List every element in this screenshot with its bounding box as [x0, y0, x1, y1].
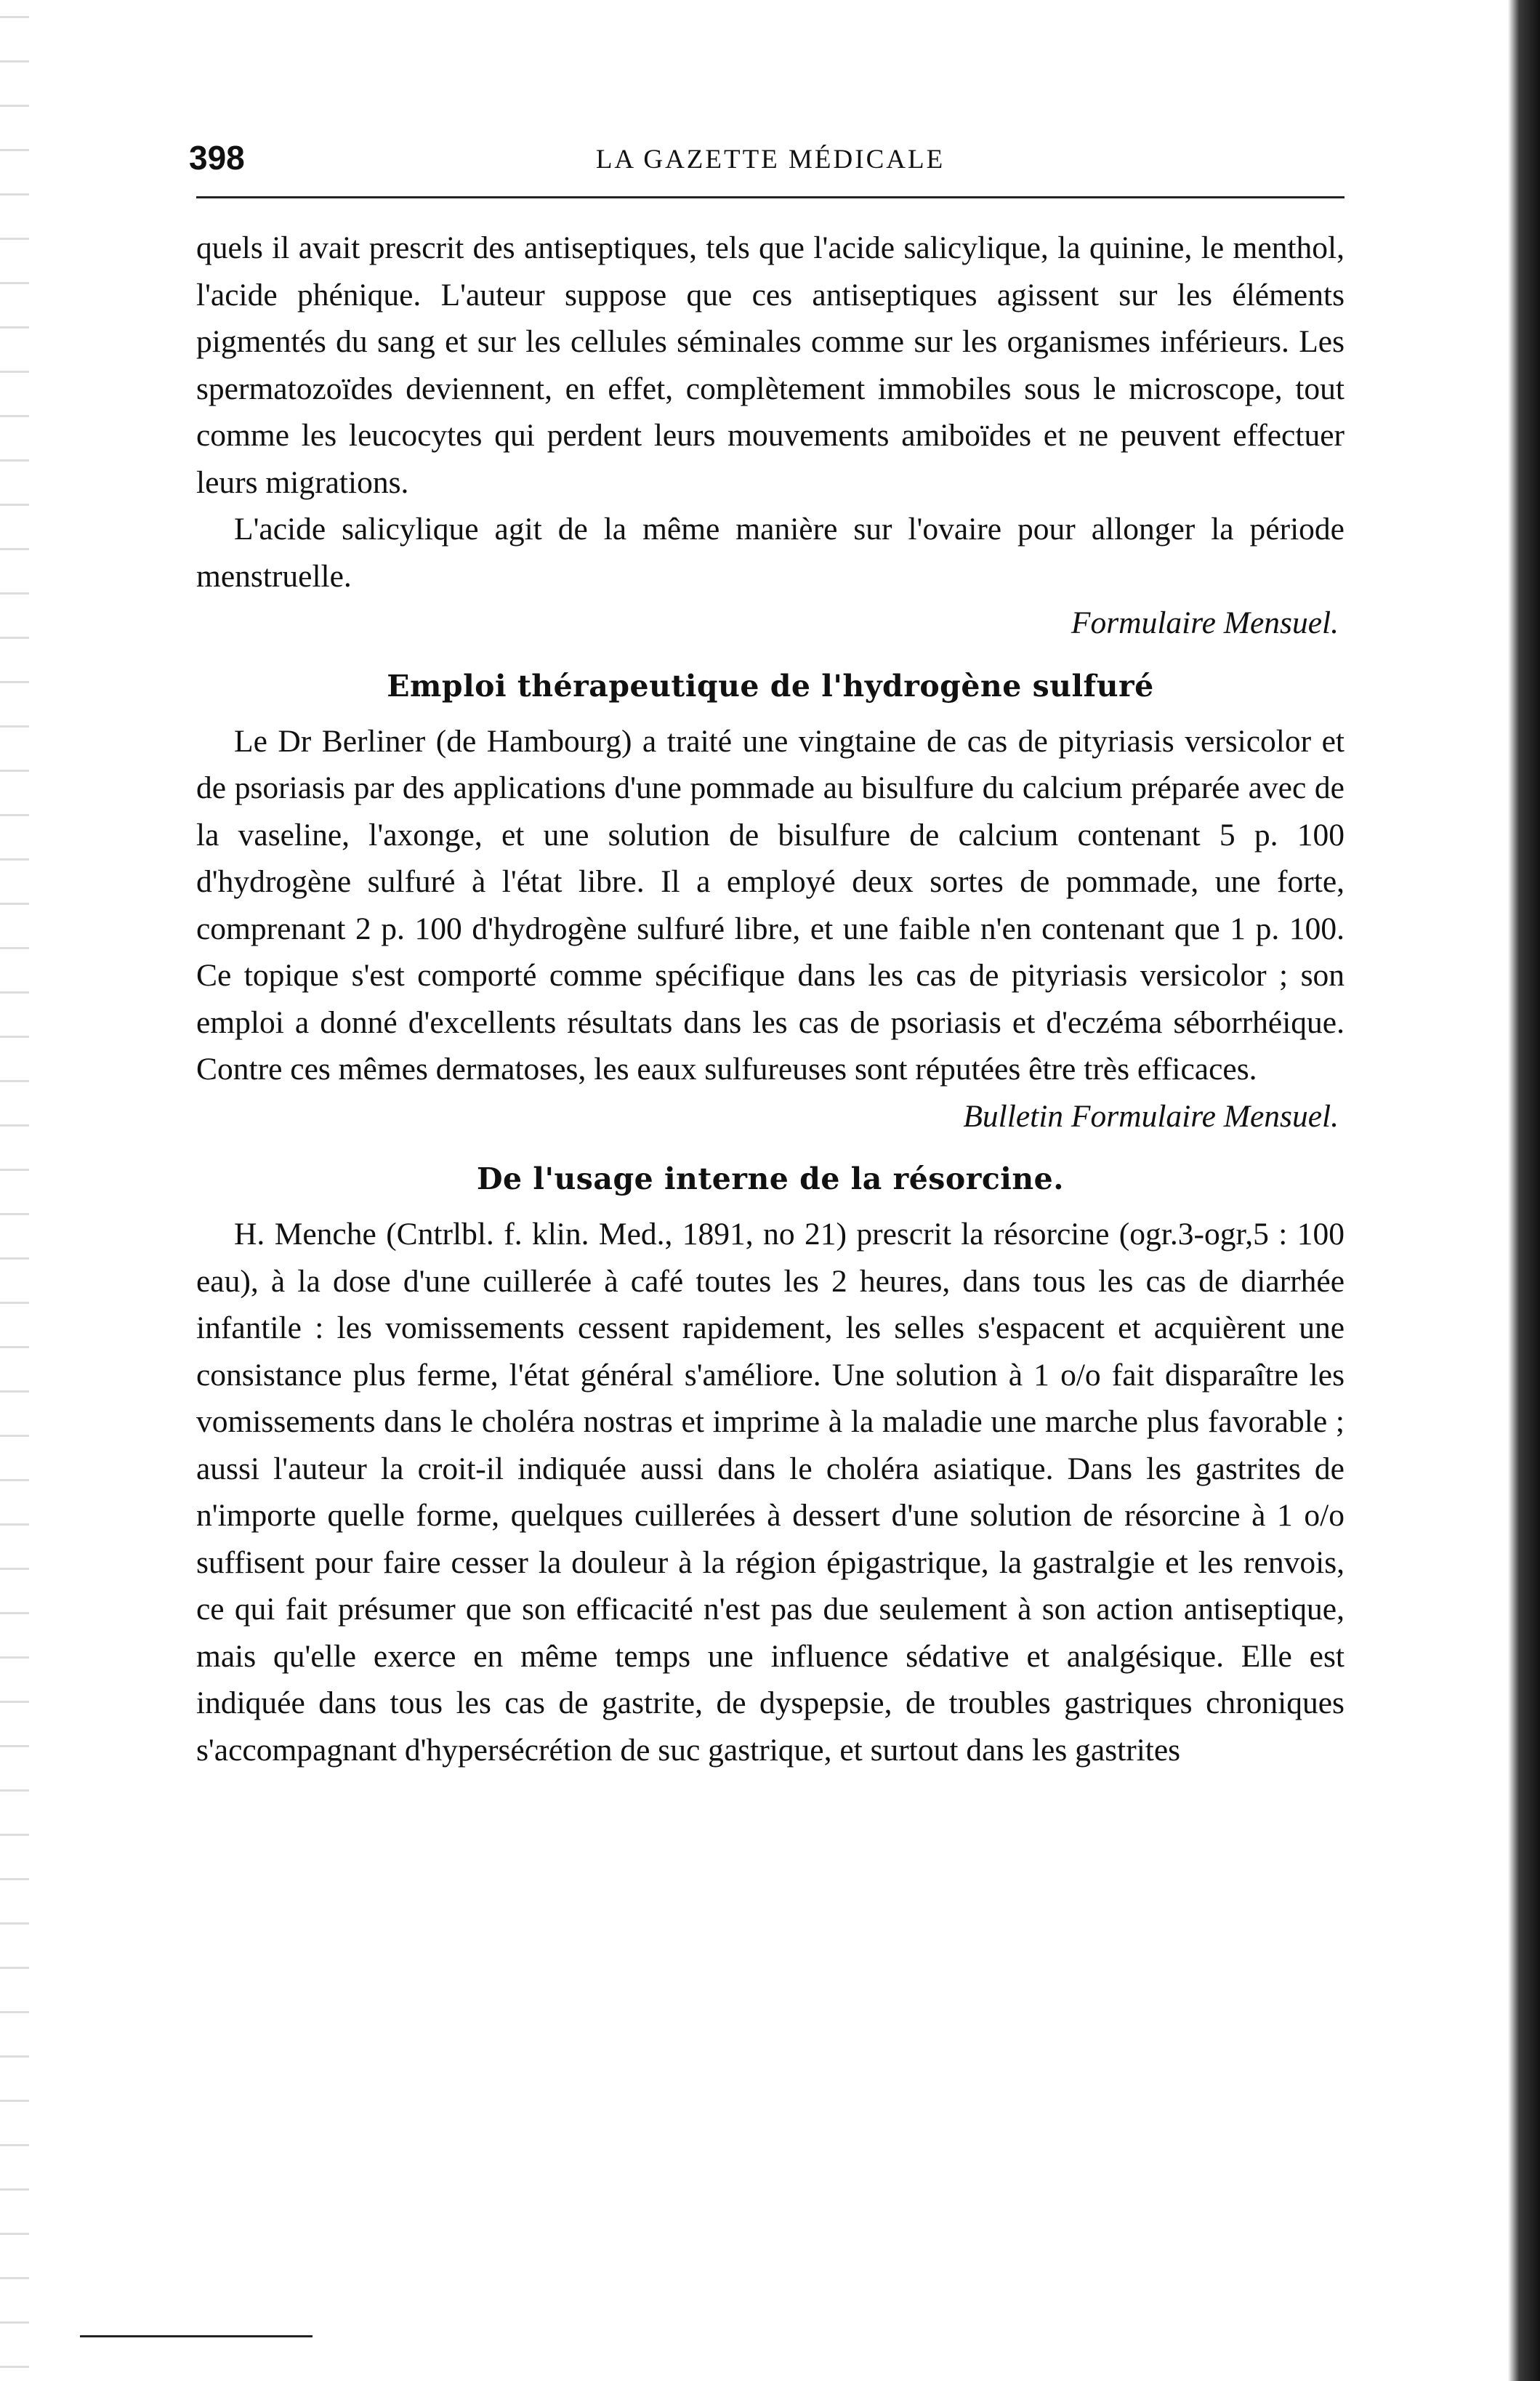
article-2	[196, 663, 1345, 1140]
article-1-source: Formulaire Mensuel.	[1071, 605, 1339, 640]
header-rule	[196, 196, 1345, 198]
bottom-rule	[80, 2335, 313, 2337]
scan-right-edge-shadow	[1508, 0, 1540, 2381]
article-1	[196, 225, 1345, 647]
page	[189, 131, 1345, 1773]
running-head	[189, 131, 1345, 189]
article-3-paragraph-1: H. Menche (Cntrlbl. f. klin. Med., 1891, no 21) prescrit la résorcine (ogr.3-ogr,5 : 100 eau), à la dose d'une cuillerée à café toutes les 2 heures, dans tous les cas de diarrhée infantile : les vomissements cessent rapidement, les selles s'espacent et acquièrent une consistance plus ferme, l'état général s'améliore. Une solution à 1 o/o fait disparaître les vomissements dans le choléra nostras et imprime à la maladie une marche plus favorable ; aussi l'auteur la croit-il indiquée aussi dans le choléra asiatique. Dans les gastrites de n'importe quelle forme, quelques cuillerées à dessert d'une solution de résorcine à 1 o/o suffisent pour faire cesser la douleur à la région épigastrique, la gastralgie et les renvois, ce qui fait présumer que son efficacité n'est pas due seulement à son action antiseptique, mais qu'elle exerce en même temps une influence sédative et analgésique. Elle est indiquée dans tous les cas de gastrite, de dyspepsie, de troubles gastriques chroniques s'accompagnant d'hypersécrétion de suc gastrique, et surtout dans les gastrites	[196, 1217, 1345, 1768]
article-1-paragraph-1: quels il avait prescrit des antiseptiques, tels que l'acide salicylique, la quinine, le menthol, l'acide phénique. L'auteur suppose que ces antiseptiques agissent sur les éléments pigmentés du sang et sur les cellules séminales comme sur les organismes inférieurs. Les spermatozoïdes deviennent, en effet, complètement immobiles sous le microscope, tout comme les leucocytes qui perdent leurs mouvements amiboïdes et ne peuvent effectuer leurs migrations.	[196, 230, 1345, 500]
article-2-source: Bulletin Formulaire Mensuel.	[963, 1098, 1339, 1134]
article-1-paragraph-2: L'acide salicylique agit de la même manière sur l'ovaire pour allonger la période menstruelle.	[196, 512, 1345, 594]
journal-title: LA GAZETTE MÉDICALE	[595, 145, 946, 174]
article-2-paragraph-1: Le Dr Berliner (de Hambourg) a traité une vingtaine de cas de pityriasis versicolor et de psoriasis par des applications d'une pommade au bisulfure du calcium préparée avec de la vaseline, l'axonge, et une solution de bisulfure de calcium contenant 5 p. 100 d'hydrogène sulfuré à l'état libre. Il a employé deux sortes de pommade, une forte, comprenant 2 p. 100 d'hydrogène sulfuré libre, et une faible n'en contenant que 1 p. 100. Ce topique s'est comporté comme spécifique dans les cas de pityriasis versicolor ; son emploi a donné d'excellents résultats dans les cas de psoriasis et d'eczéma séborrhéique. Contre ces mêmes dermatoses, les eaux sulfureuses sont réputées être très efficaces.	[196, 723, 1345, 1087]
scan-left-margin-marks	[0, 0, 29, 2381]
article-3-title: De l'usage interne de la résorcine.	[476, 1161, 1065, 1196]
article-3	[196, 1156, 1345, 1773]
page-number: 398	[189, 139, 245, 177]
article-2-title: Emploi thérapeutique de l'hydrogène sulfuré	[387, 668, 1154, 704]
